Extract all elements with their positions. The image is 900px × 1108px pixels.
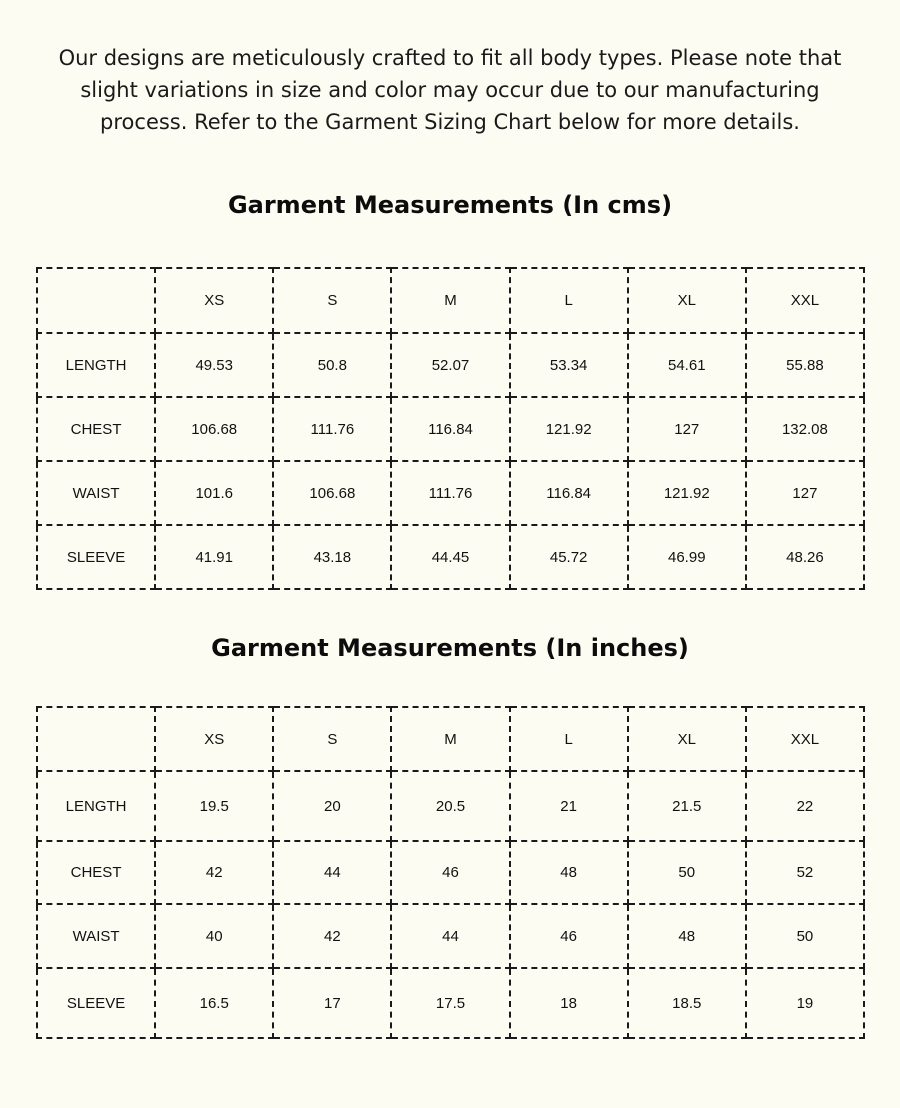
- value-cell: 55.88: [746, 333, 864, 397]
- value-cell: 21: [510, 771, 628, 841]
- value-cell: 46.99: [628, 525, 746, 589]
- size-header-cell: XXL: [746, 268, 864, 333]
- size-header-cell: XS: [155, 707, 273, 771]
- intro-text: Our designs are meticulously crafted to fit all body types. Please note that slight variations in size and color may occur due to our manufacturing process. Refer to the Garment Sizing Chart below for more details.: [58, 46, 842, 134]
- table-header-row: [37, 707, 864, 771]
- size-header-cell: L: [510, 268, 628, 333]
- row-label-cell: LENGTH: [37, 771, 155, 841]
- value-cell: 21.5: [628, 771, 746, 841]
- row-label-cell: CHEST: [37, 841, 155, 904]
- value-cell: 54.61: [628, 333, 746, 397]
- value-cell: 19.5: [155, 771, 273, 841]
- value-cell: 45.72: [510, 525, 628, 589]
- value-cell: 111.76: [391, 461, 509, 525]
- value-cell: 50.8: [273, 333, 391, 397]
- table-row: [37, 333, 864, 397]
- table-row: [37, 904, 864, 968]
- table-header-row: [37, 268, 864, 333]
- value-cell: 106.68: [273, 461, 391, 525]
- corner-cell: [37, 707, 155, 771]
- value-cell: 20.5: [391, 771, 509, 841]
- value-cell: 48: [510, 841, 628, 904]
- value-cell: 52: [746, 841, 864, 904]
- value-cell: 16.5: [155, 968, 273, 1038]
- value-cell: 48.26: [746, 525, 864, 589]
- value-cell: 42: [155, 841, 273, 904]
- value-cell: 46: [510, 904, 628, 968]
- value-cell: 44: [391, 904, 509, 968]
- value-cell: 18.5: [628, 968, 746, 1038]
- cm-table-title: Garment Measurements (In cms): [227, 191, 673, 219]
- value-cell: 116.84: [391, 397, 509, 461]
- cm-size-table: [36, 267, 865, 590]
- value-cell: 17.5: [391, 968, 509, 1038]
- table-row: [37, 841, 864, 904]
- value-cell: 121.92: [628, 461, 746, 525]
- value-cell: 48: [628, 904, 746, 968]
- size-header-cell: XL: [628, 707, 746, 771]
- value-cell: 50: [746, 904, 864, 968]
- size-header-cell: M: [391, 707, 509, 771]
- value-cell: 121.92: [510, 397, 628, 461]
- table-row: [37, 968, 864, 1038]
- row-label-cell: LENGTH: [37, 333, 155, 397]
- table-row: [37, 771, 864, 841]
- value-cell: 53.34: [510, 333, 628, 397]
- value-cell: 46: [391, 841, 509, 904]
- value-cell: 43.18: [273, 525, 391, 589]
- size-header-cell: S: [273, 268, 391, 333]
- corner-cell: [37, 268, 155, 333]
- value-cell: 18: [510, 968, 628, 1038]
- size-header-cell: L: [510, 707, 628, 771]
- value-cell: 20: [273, 771, 391, 841]
- table-row: [37, 461, 864, 525]
- value-cell: 44.45: [391, 525, 509, 589]
- table-row: [37, 525, 864, 589]
- value-cell: 49.53: [155, 333, 273, 397]
- value-cell: 127: [746, 461, 864, 525]
- inches-size-table: [36, 706, 865, 1039]
- value-cell: 50: [628, 841, 746, 904]
- size-header-cell: S: [273, 707, 391, 771]
- size-header-cell: XL: [628, 268, 746, 333]
- inches-table-title: Garment Measurements (In inches): [211, 634, 689, 662]
- table-row: [37, 397, 864, 461]
- value-cell: 41.91: [155, 525, 273, 589]
- value-cell: 17: [273, 968, 391, 1038]
- value-cell: 40: [155, 904, 273, 968]
- row-label-cell: WAIST: [37, 461, 155, 525]
- value-cell: 132.08: [746, 397, 864, 461]
- row-label-cell: CHEST: [37, 397, 155, 461]
- value-cell: 42: [273, 904, 391, 968]
- value-cell: 111.76: [273, 397, 391, 461]
- value-cell: 127: [628, 397, 746, 461]
- value-cell: 116.84: [510, 461, 628, 525]
- value-cell: 52.07: [391, 333, 509, 397]
- row-label-cell: WAIST: [37, 904, 155, 968]
- value-cell: 22: [746, 771, 864, 841]
- value-cell: 19: [746, 968, 864, 1038]
- size-header-cell: XXL: [746, 707, 864, 771]
- row-label-cell: SLEEVE: [37, 525, 155, 589]
- value-cell: 44: [273, 841, 391, 904]
- size-header-cell: XS: [155, 268, 273, 333]
- value-cell: 106.68: [155, 397, 273, 461]
- value-cell: 101.6: [155, 461, 273, 525]
- size-header-cell: M: [391, 268, 509, 333]
- row-label-cell: SLEEVE: [37, 968, 155, 1038]
